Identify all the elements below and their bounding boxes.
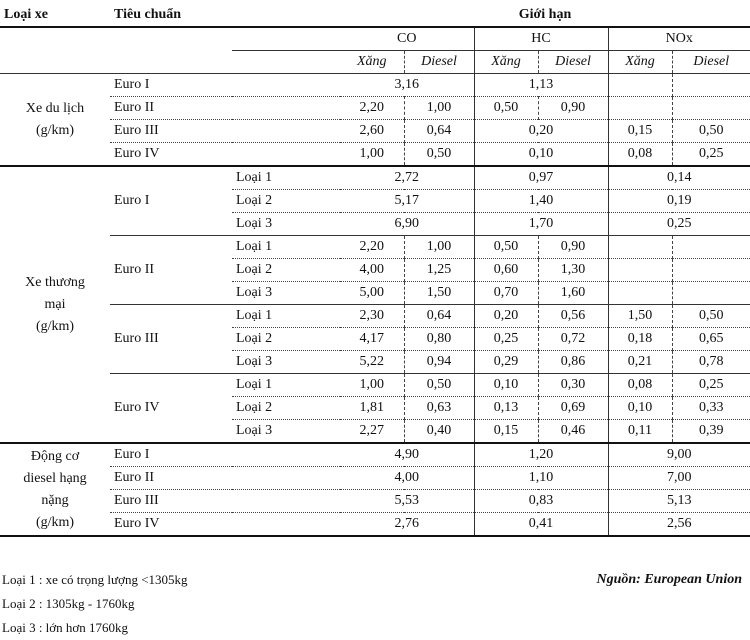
value-cell: 0,10	[474, 143, 608, 167]
value-cell: 2,72	[394, 170, 419, 185]
class-label: Loại 2	[236, 400, 273, 415]
value-cell: 0,50	[404, 374, 474, 397]
value-cell: 0,25	[608, 213, 750, 236]
value-cell: 0,56	[538, 305, 608, 328]
value-cell: 1,00	[404, 236, 474, 259]
commercial-row-euro4-class1	[0, 374, 750, 397]
commercial-row-euro1-class1	[0, 166, 750, 190]
value-cell: 0,15	[608, 120, 672, 143]
value-cell: 1,50	[608, 305, 672, 328]
value-cell: 1,50	[404, 282, 474, 305]
standard-label: Euro IV	[114, 516, 160, 531]
value-cell: 0,20	[474, 305, 538, 328]
passenger-label-line1: Xe du lịch	[25, 100, 85, 116]
value-cell: 0,13	[474, 397, 538, 420]
header-co-diesel: Diesel	[404, 51, 474, 74]
header-co: CO	[340, 27, 474, 51]
value-cell: 1,20	[474, 443, 608, 467]
value-cell: 4,90	[394, 447, 419, 462]
commercial-row-euro2-class1	[0, 236, 750, 259]
commercial-label-line3: (g/km)	[35, 318, 75, 334]
passenger-row-euro3	[0, 120, 750, 143]
value-cell: 2,20	[359, 100, 384, 115]
value-cell: 0,70	[474, 282, 538, 305]
standard-label: Euro I	[110, 166, 232, 236]
value-cell: 1,30	[538, 259, 608, 282]
value-cell: 0,50	[672, 120, 750, 143]
value-cell: 0,72	[538, 328, 608, 351]
value-cell: 2,30	[359, 308, 384, 323]
value-cell: 0,33	[672, 397, 750, 420]
header-nox-diesel: Diesel	[672, 51, 750, 74]
header-hc: HC	[474, 27, 608, 51]
value-cell: 0,41	[474, 513, 608, 537]
fuel-header-row	[0, 51, 750, 74]
value-cell: 0,08	[608, 374, 672, 397]
class-label: Loại 3	[236, 285, 273, 300]
standard-label: Euro I	[114, 447, 150, 462]
value-cell: 0,50	[474, 97, 538, 120]
commercial-label-line1: Xe thương	[25, 274, 85, 290]
value-cell: 0,46	[538, 420, 608, 444]
value-cell: 0,11	[608, 420, 672, 444]
class-label: Loại 1	[236, 239, 273, 254]
class-label: Loại 2	[236, 262, 273, 277]
value-cell: 0,25	[474, 328, 538, 351]
value-cell: 0,19	[608, 190, 750, 213]
value-cell: 0,50	[672, 305, 750, 328]
passenger-row-euro2	[0, 97, 750, 120]
header-hc-petrol: Xăng	[474, 51, 538, 74]
passenger-label-line2: (g/km)	[35, 122, 75, 138]
value-cell: 4,00	[359, 262, 384, 277]
value-cell: 0,25	[672, 143, 750, 167]
heavy-label-line4: (g/km)	[35, 514, 75, 530]
value-cell: 4,17	[359, 331, 384, 346]
pollutant-header-row	[0, 27, 750, 51]
value-cell: 4,00	[394, 470, 419, 485]
value-cell: 5,53	[394, 493, 419, 508]
value-cell: 1,40	[474, 190, 608, 213]
standard-label: Euro II	[114, 470, 155, 485]
value-cell: 0,94	[404, 351, 474, 374]
value-cell: 0,14	[608, 166, 750, 190]
passenger-row-euro4	[0, 143, 750, 167]
commercial-row-euro3-class1	[0, 305, 750, 328]
commercial-label-line2: mại	[44, 296, 66, 312]
value-cell: 2,56	[608, 513, 750, 537]
value-cell: 9,00	[608, 443, 750, 467]
standard-label: Euro III	[110, 305, 232, 374]
value-cell: 2,27	[359, 423, 384, 438]
standard-label: Euro IV	[110, 374, 232, 444]
commercial-label	[0, 166, 110, 443]
header-hc-diesel: Diesel	[538, 51, 608, 74]
value-cell: 0,86	[538, 351, 608, 374]
value-cell: 0,15	[474, 420, 538, 444]
footer-notes	[0, 572, 750, 640]
value-cell: 0,60	[474, 259, 538, 282]
value-cell: 0,50	[474, 236, 538, 259]
heavy-label-line3: nặng	[41, 492, 69, 508]
value-cell: 1,13	[474, 74, 608, 97]
class-label: Loại 1	[236, 377, 273, 392]
value-cell: 0,08	[608, 143, 672, 167]
header-vehicle-type: Loại xe	[4, 7, 48, 22]
value-cell: 7,00	[608, 467, 750, 490]
value-cell: 1,60	[538, 282, 608, 305]
standard-label: Euro II	[114, 100, 155, 115]
passenger-row-euro1	[0, 74, 750, 97]
value-cell: 6,90	[394, 216, 419, 231]
standard-label: Euro III	[114, 493, 159, 508]
class-label: Loại 1	[236, 308, 273, 323]
value-cell: 0,10	[474, 374, 538, 397]
value-cell: 0,69	[538, 397, 608, 420]
value-cell: 0,63	[404, 397, 474, 420]
value-cell: 0,64	[404, 120, 474, 143]
header-row	[0, 4, 750, 27]
value-cell: 0,80	[404, 328, 474, 351]
heavy-row-euro1	[0, 443, 750, 467]
class-label: Loại 1	[236, 170, 273, 185]
value-cell: 0,90	[538, 236, 608, 259]
heavy-row-euro4	[0, 513, 750, 537]
value-cell: 5,22	[359, 354, 384, 369]
source-credit: Nguồn: European Union	[596, 572, 742, 587]
value-cell: 0,78	[672, 351, 750, 374]
header-standard: Tiêu chuẩn	[114, 7, 182, 22]
heavy-row-euro2	[0, 467, 750, 490]
standard-label: Euro II	[110, 236, 232, 305]
value-cell: 5,17	[394, 193, 419, 208]
heavy-label-line1: Động cơ	[30, 448, 80, 464]
emission-limits-table	[0, 4, 750, 537]
value-cell: 1,81	[359, 400, 384, 415]
value-cell: 0,21	[608, 351, 672, 374]
value-cell: 0,30	[538, 374, 608, 397]
class1-note: Loại 1 : xe có trọng lượng <1305kg	[2, 572, 188, 587]
value-cell: 1,00	[359, 146, 384, 161]
value-cell: 1,10	[474, 467, 608, 490]
value-cell: 1,70	[474, 213, 608, 236]
value-cell: 3,16	[394, 77, 419, 92]
header-nox-petrol: Xăng	[608, 51, 672, 74]
value-cell: 0,20	[474, 120, 608, 143]
heavy-label-line2: diesel hạng	[23, 470, 87, 486]
value-cell: 0,39	[672, 420, 750, 444]
value-cell: 2,76	[394, 516, 419, 531]
value-cell: 1,25	[404, 259, 474, 282]
value-cell: 1,00	[359, 377, 384, 392]
value-cell: 0,10	[608, 397, 672, 420]
value-cell: 2,20	[359, 239, 384, 254]
standard-label: Euro IV	[114, 146, 160, 161]
standard-label: Euro I	[114, 77, 150, 92]
header-limit: Giới hạn	[518, 7, 572, 22]
class2-note: Loại 2 : 1305kg - 1760kg	[2, 596, 135, 611]
passenger-label	[0, 74, 110, 167]
heavy-label	[0, 443, 110, 536]
value-cell: 5,00	[359, 285, 384, 300]
standard-label: Euro III	[114, 123, 159, 138]
class-label: Loại 3	[236, 423, 273, 438]
header-nox: NOx	[608, 27, 750, 51]
class-label: Loại 2	[236, 331, 273, 346]
value-cell: 0,29	[474, 351, 538, 374]
value-cell: 5,13	[608, 490, 750, 513]
value-cell: 0,90	[538, 97, 608, 120]
class-label: Loại 3	[236, 216, 273, 231]
value-cell: 1,00	[404, 97, 474, 120]
value-cell: 0,25	[672, 374, 750, 397]
heavy-row-euro3	[0, 490, 750, 513]
class3-note: Loại 3 : lớn hơn 1760kg	[2, 620, 129, 635]
value-cell: 2,60	[359, 123, 384, 138]
value-cell: 0,64	[404, 305, 474, 328]
value-cell: 0,18	[608, 328, 672, 351]
class-label: Loại 2	[236, 193, 273, 208]
value-cell: 0,65	[672, 328, 750, 351]
value-cell: 0,83	[474, 490, 608, 513]
class-label: Loại 3	[236, 354, 273, 369]
value-cell: 0,40	[404, 420, 474, 444]
value-cell: 0,97	[474, 166, 608, 190]
value-cell: 0,50	[404, 143, 474, 167]
header-co-petrol: Xăng	[356, 54, 387, 69]
